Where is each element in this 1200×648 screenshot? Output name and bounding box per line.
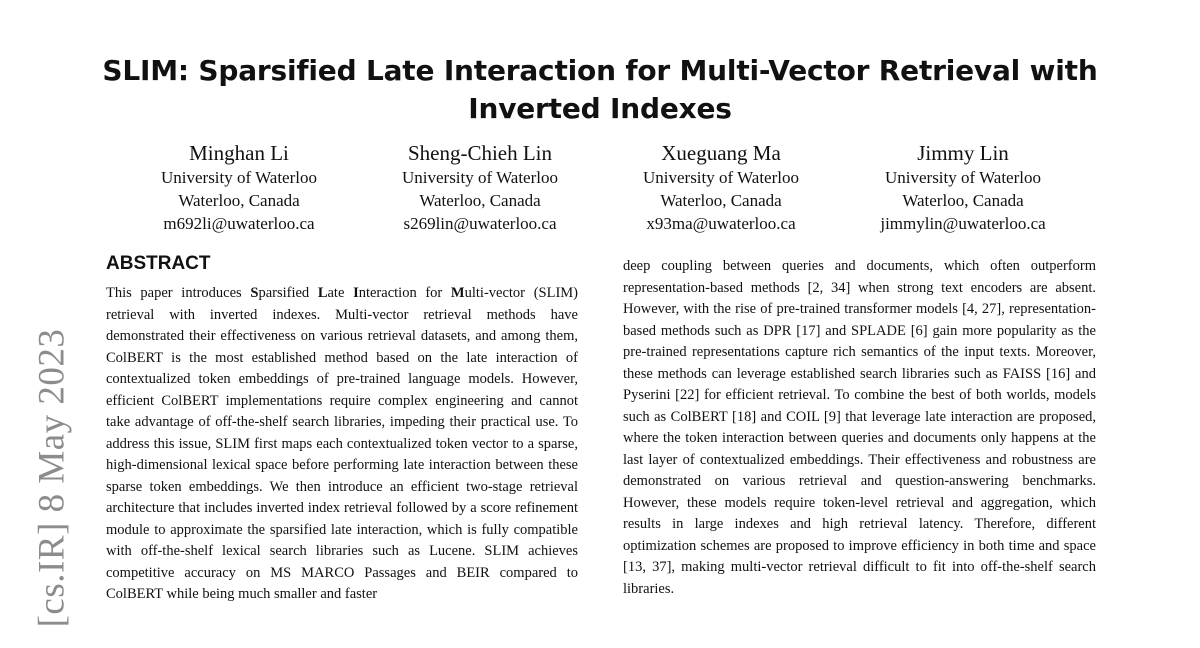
author-email: s269lin@uwaterloo.ca <box>403 214 557 233</box>
introduction-body: deep coupling between queries and documents, which often outperform representation-based methods [2, 34] when strong text encoders are absent. However, with the rise of pre-trained transformer models [4, 27], representation-based methods such as DPR [17] and SPLADE [6] gain more popularity as the pre-trained representations capture rich semantics of the input texts. Moreover, these methods can leverage established search libraries such as FAISS [16] and Pyserini [22] for efficient retrieval. To combine the best of both worlds, models such as ColBERT [18] and COIL [9] that leverage late interaction are proposed, where the token interaction between queries and documents only happens at the last layer of contextualized embeddings. Their effectiveness and robustness are demonstrated on various retrieval and question-answering benchmarks. However, these models require token-level retrieval and aggregation, which results in large indexes and high retrieval latency. Therefore, different optimization schemes are proposed to improve efficiency in both time and space [13, 37], making multi-vector retrieval difficult to fit into off-the-shelf search libraries. <box>623 258 1096 597</box>
author-3 <box>606 140 836 235</box>
acronym-letter-l: L <box>317 285 328 301</box>
author-email: m692li@uwaterloo.ca <box>163 214 315 233</box>
author-affiliation: University of Waterloo <box>884 168 1041 187</box>
arxiv-stamp <box>22 318 82 638</box>
author-affiliation: University of Waterloo <box>401 168 558 187</box>
author-affiliation: University of Waterloo <box>642 168 799 187</box>
author-name: Minghan Li <box>189 141 289 165</box>
author-2 <box>365 140 595 235</box>
arxiv-stamp-text: [cs.IR] 8 May 2023 <box>31 328 73 628</box>
abstract-intro-text: This paper introduces <box>106 285 251 301</box>
acronym-letter-s: S <box>250 285 259 301</box>
author-location: Waterloo, Canada <box>178 191 300 210</box>
author-name: Sheng-Chieh Lin <box>407 141 553 165</box>
abstract-heading: ABSTRACT <box>106 253 211 274</box>
paper-title-line-2: Inverted Indexes <box>468 92 732 125</box>
right-column <box>623 256 1096 600</box>
author-name: Xueguang Ma <box>661 141 781 165</box>
abstract-intro-text: nteraction for <box>358 285 451 301</box>
author-4 <box>848 140 1078 235</box>
author-location: Waterloo, Canada <box>902 191 1024 210</box>
author-location: Waterloo, Canada <box>419 191 541 210</box>
abstract-text: (SLIM) retrieval with inverted indexes. Multi-vector retrieval methods have demonstrated their effectiveness on various retrieval datasets, and among them, ColBERT is the most established method based on the late interaction of contextualized token embeddings of pre-trained language models. However, efficient ColBERT implementations require complex engineering and cannot take advantage of off-the-shelf search libraries, impeding their practical use. To address this issue, SLIM first maps each contextualized token vector to a sparse, high-dimensional lexical space before performing late interaction between these sparse token embeddings. We then introduce an efficient two-stage retrieval architecture that includes inverted index retrieval followed by a score refinement module to approximate the sparsified late interaction, which is fully compatible with off-the-shelf lexical search libraries such as Lucene. SLIM achieves competitive accuracy on MS MARCO Passages and BEIR compared to ColBERT while being much smaller and faster <box>106 285 578 602</box>
left-column <box>106 252 578 606</box>
author-1 <box>124 140 354 235</box>
author-email: x93ma@uwaterloo.ca <box>646 214 796 233</box>
author-name: Jimmy Lin <box>917 141 1009 165</box>
paper-title-line-1: SLIM: Sparsified Late Interaction for Multi-Vector Retrieval with <box>102 54 1098 87</box>
acronym-letter-i: I <box>353 285 359 301</box>
abstract-body <box>106 283 578 606</box>
author-email: jimmylin@uwaterloo.ca <box>880 214 1046 233</box>
author-block <box>0 140 1200 240</box>
author-location: Waterloo, Canada <box>660 191 782 210</box>
author-affiliation: University of Waterloo <box>160 168 317 187</box>
abstract-intro-text: ate <box>327 285 354 301</box>
abstract-intro-text: ulti-vector <box>464 285 526 301</box>
acronym-letter-m: M <box>450 285 465 301</box>
paper-title <box>100 52 1100 128</box>
abstract-intro-text: parsified <box>258 285 318 301</box>
